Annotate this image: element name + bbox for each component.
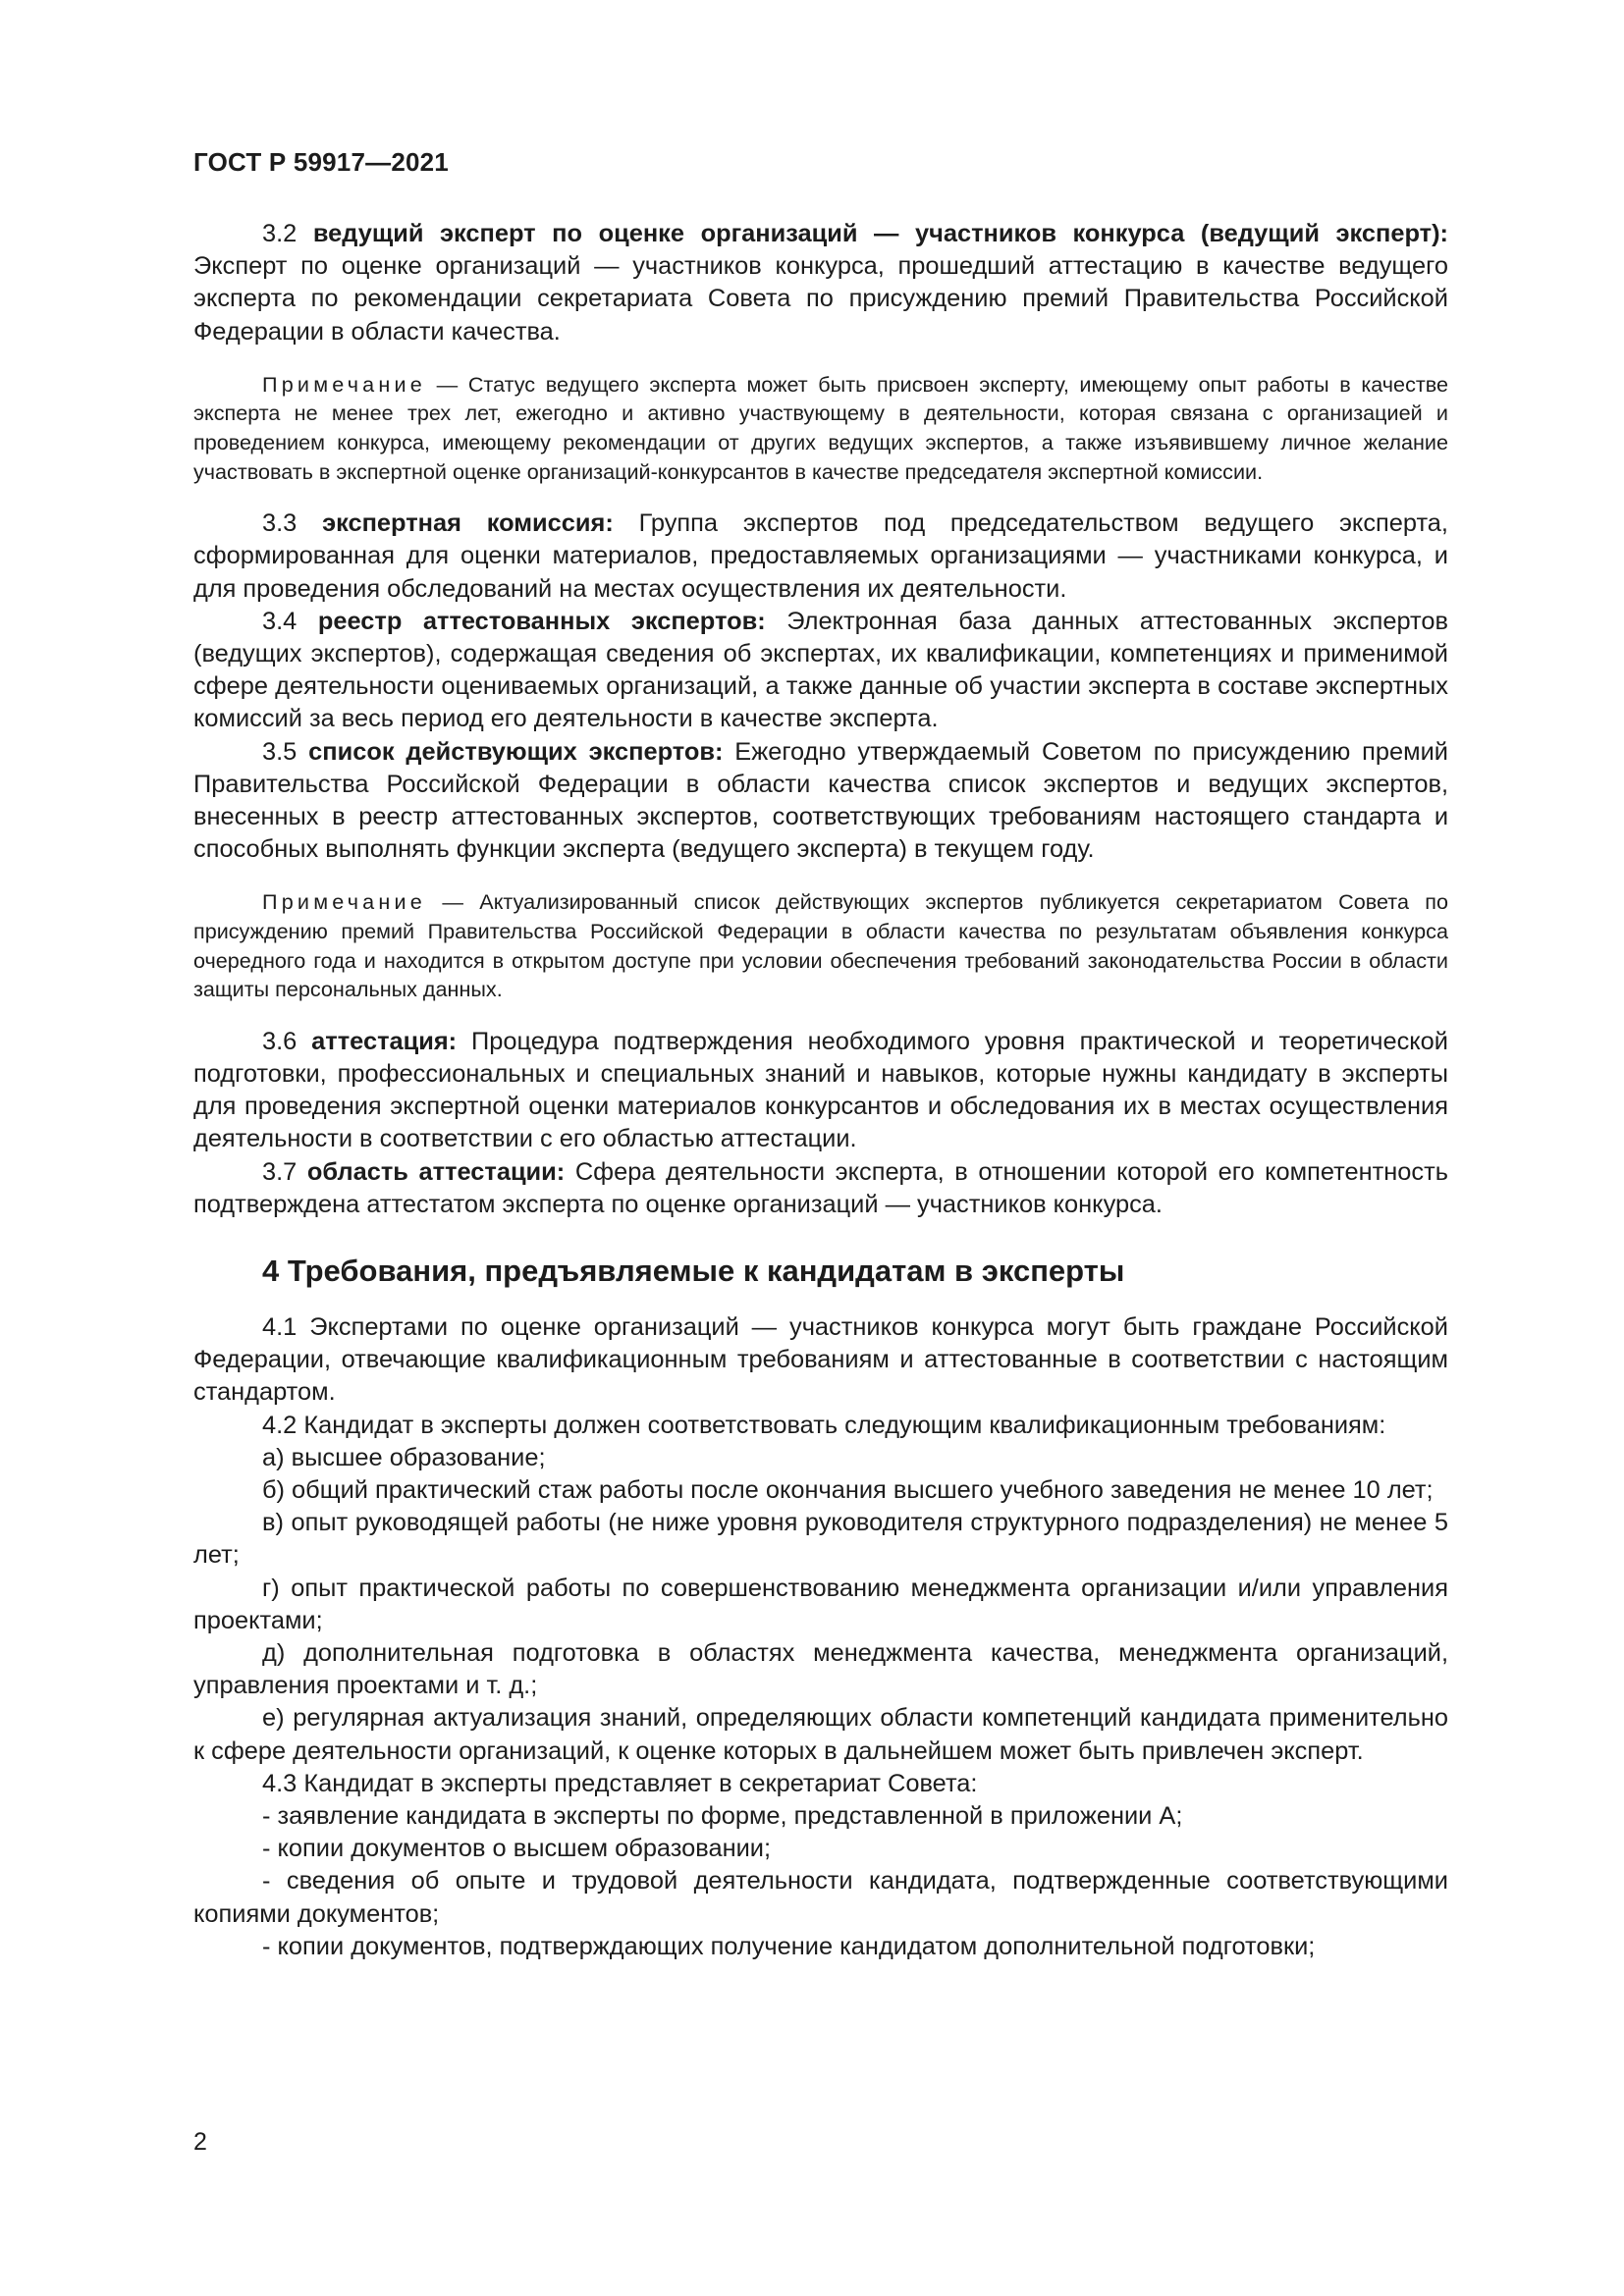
- clause-4-2: 4.2 Кандидат в эксперты должен соответствовать следующим квалификационным требованиям:: [262, 1411, 1386, 1439]
- term-attestation-scope: область аттестации:: [306, 1157, 566, 1186]
- note-label: Примечание: [262, 371, 426, 397]
- clause-4-1: 4.1 Экспертами по оценке организаций — участников конкурса могут быть граждане Российской Федерации, отвечающие квалификационным требованиям и аттестованные в соответствии с настоящим стандартом.: [193, 1313, 1448, 1407]
- document-item: - заявление кандидата в эксперты по форме, представленной в приложении А;: [262, 1802, 1183, 1831]
- document-header: ГОСТ Р 59917—2021: [193, 147, 449, 177]
- clause-4-3: 4.3 Кандидат в эксперты представляет в секретариат Совета:: [262, 1769, 978, 1797]
- clause-3-7: 3.7 область аттестации: Сфера деятельности эксперта, в отношении которой его компетентность подтверждена аттестатом эксперта по оценке организаций — участников конкурса.: [193, 1157, 1448, 1218]
- term-registry: реестр аттестованных экспертов:: [317, 607, 766, 635]
- clause-3-6: 3.6 аттестация: Процедура подтверждения необходимого уровня практической и теоретической подготовки, профессиональных и специальных знаний и навыков, которые нужны кандидату в эксперты для проведения экспертной оценки материалов конкурсантов и обследования их в местах осуществления деятельности в соответствии с его областью аттестации.: [193, 1027, 1448, 1153]
- note-label: Примечание: [262, 889, 426, 915]
- document-item: - копии документов о высшем образовании;: [262, 1835, 772, 1863]
- document-item: - копии документов, подтверждающих получение кандидатом дополнительной подготовки;: [262, 1932, 1316, 1960]
- section-4-heading: 4 Требования, предъявляемые к кандидатам в эксперты: [262, 1254, 1125, 1289]
- requirement-item: в) опыт руководящей работы (не ниже уровня руководителя структурного подразделения) не менее 5 лет;: [193, 1509, 1448, 1570]
- term-expert-commission: экспертная комиссия:: [322, 509, 614, 538]
- clause-3-5: 3.5 список действующих экспертов: Ежегодно утверждаемый Советом по присуждению премий Правительства Российской Федерации в области качества список экспертов и ведущих экспертов, внесенных в реестр аттестованных экспертов, соответствующих требованиям настоящего стандарта и способных выполнять функции эксперта (ведущего эксперта) в текущем году.: [193, 737, 1448, 864]
- term-active-list: список действующих экспертов:: [308, 737, 724, 766]
- requirement-item: е) регулярная актуализация знаний, определяющих области компетенций кандидата применительно к сфере деятельности организаций, к оценке которых в дальнейшем может быть привлечен эксперт.: [193, 1704, 1448, 1765]
- clause-3-3: 3.3 экспертная комиссия: Группа экспертов под председательством ведущего эксперта, сформированная для оценки материалов, предоставляемых организациями — участниками конкурса, и для проведения обследований на местах осуществления их деятельности.: [193, 509, 1448, 603]
- document-item: - сведения об опыте и трудовой деятельности кандидата, подтвержденные соответствующими копиями документов;: [193, 1867, 1448, 1928]
- term-lead-expert: ведущий эксперт по оценке организаций — участников конкурса (ведущий эксперт):: [312, 220, 1448, 247]
- clause-3-4: 3.4 реестр аттестованных экспертов: Электронная база данных аттестованных экспертов (ведущих экспертов), содержащая сведения об экспертах, их квалификации, компетенциях и применимой сфере деятельности оцениваемых организаций, а также данные об участии эксперта в составе экспертных комиссий за весь период его деятельности в качестве эксперта.: [193, 607, 1448, 733]
- note-2: Примечание — Актуализированный список действующих экспертов публикуется секретариатом Совета по присуждению премий Правительства Российской Федерации в области качества по результатам объявления конкурса очередного года и находится в открытом доступе при условии обеспечения требований законодательства России в области защиты персональных данных.: [193, 889, 1449, 1002]
- requirement-item: д) дополнительная подготовка в областях менеджмента качества, менеджмента организаций, управления проектами и т. д.;: [193, 1639, 1448, 1700]
- requirement-item: а) высшее образование;: [262, 1443, 546, 1471]
- term-attestation: аттестация:: [311, 1027, 458, 1055]
- clause-3-2: 3.2 ведущий эксперт по оценке организаций — участников конкурса (ведущий эксперт): Эксперт по оценке организаций — участников конкурса, прошедший аттестацию в качестве ведущего эксперта по рекомендации секретариата Совета по присуждению премий Правительства Российской Федерации в области качества.: [193, 220, 1448, 346]
- page-number: 2: [193, 2128, 207, 2156]
- requirement-item: г) опыт практической работы по совершенствованию менеджмента организации и/или управления проектами;: [193, 1574, 1448, 1634]
- note-1: Примечание — Статус ведущего эксперта может быть присвоен эксперту, имеющему опыт работы в качестве эксперта не менее трех лет, ежегодно и активно участвующему в деятельности, которая связана с организацией и проведением конкурса, имеющему рекомендации от других ведущих экспертов, а также изъявившему личное желание участвовать в экспертной оценке организаций-конкурсантов в качестве председателя экспертной комиссии.: [193, 371, 1448, 484]
- requirement-item: б) общий практический стаж работы после окончания высшего учебного заведения не менее 10 лет;: [262, 1476, 1434, 1505]
- document-body: [193, 218, 1448, 1963]
